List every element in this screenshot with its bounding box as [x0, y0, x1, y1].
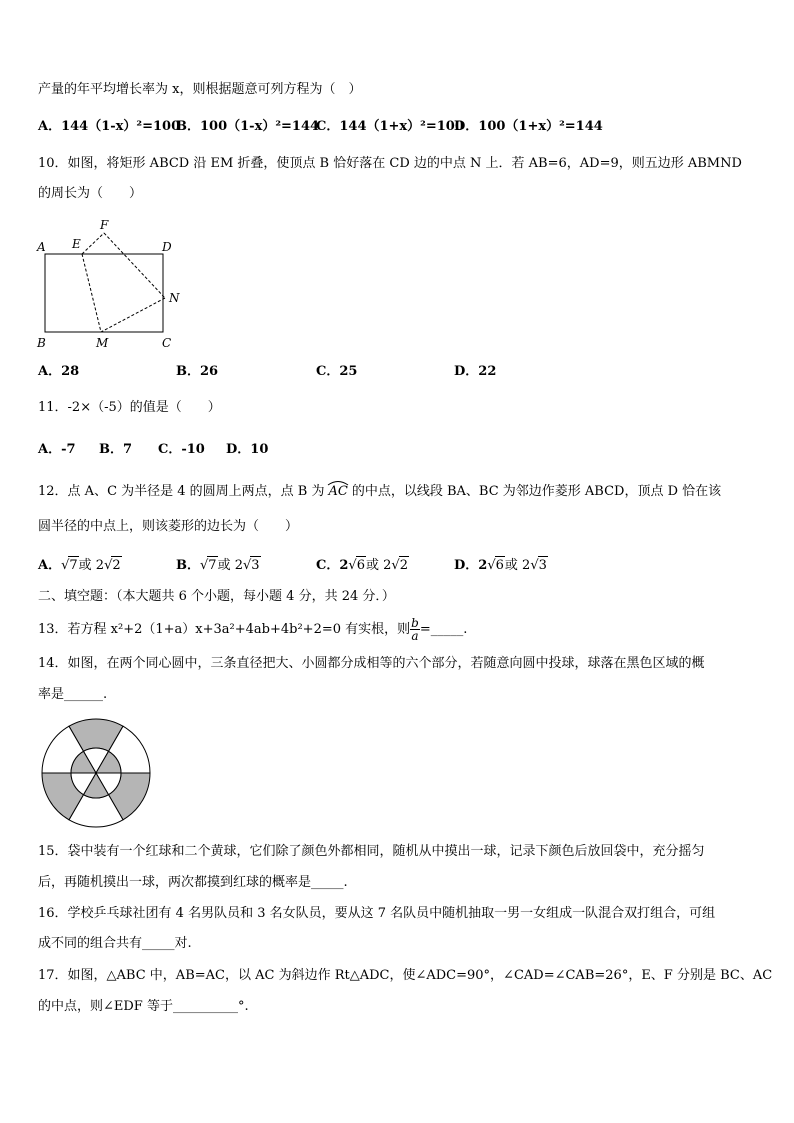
q15-stem-line1: 15．袋中装有一个红球和二个黄球，它们除了颜色外都相同，随机从中摸出一球，记录下颜色后放回袋中，充分摇匀 [38, 844, 705, 859]
q14-stem-line2: 率是______. [38, 687, 108, 702]
q11-option-b: B．7 [99, 442, 133, 457]
q10-option-a: A．28 [38, 364, 80, 379]
q12-stem-line2: 圆半径的中点上，则该菱形的边长为（ ） [38, 519, 299, 534]
q12-option-a-radicand1: 7 [69, 558, 78, 573]
q12-option-c-radicand1: 6 [356, 558, 365, 573]
q17-stem-line1: 17．如图，△ABC 中，AB=AC，以 AC 为斜边作 Rt△ADC，使∠ADC=90°，∠CAD=∠CAB=26°，E、F 分别是 BC、AC [38, 968, 773, 983]
q10-figure-rectangle-fold [30, 215, 190, 355]
q12-option-b [176, 556, 261, 575]
arc-symbol [327, 480, 349, 486]
sqrt-icon: √ [61, 558, 70, 573]
q12-option-a [38, 556, 122, 575]
q12-option-a-label: A． [38, 558, 62, 573]
q13-fraction [410, 617, 420, 642]
fold-line-nm [101, 298, 165, 332]
q12-option-d-radicand2: 3 [538, 558, 547, 573]
q10-stem-line2: 的周长为（ ） [38, 186, 143, 201]
arc-ac-label [325, 483, 352, 501]
q12-option-c-radicand2: 2 [399, 558, 408, 573]
q9-stem-tail: 产量的年平均增长率为 x，则根据题意可列方程为（ ） [38, 82, 362, 97]
q12-option-c [316, 556, 409, 575]
label-b: B [37, 336, 46, 350]
q12-option-b-radicand1: 7 [208, 558, 217, 573]
q10-option-b: B．26 [176, 364, 219, 379]
q11-option-d: D．10 [226, 442, 269, 457]
label-d: D [162, 240, 172, 254]
q10-stem-line1: 10．如图，将矩形 ABCD 沿 EM 折叠，使顶点 B 恰好落在 CD 边的中点 N 上．若 AB=6，AD=9，则五边形 ABMND [38, 156, 742, 171]
q12-option-b-radicand2: 3 [251, 558, 260, 573]
q12-option-a-mid: 或 2 [78, 558, 105, 573]
fold-line-em [82, 254, 101, 332]
q14-figure-concentric-circles [36, 716, 156, 830]
q17-stem-line2: 的中点，则∠EDF 等于__________°. [38, 999, 249, 1014]
q15-stem-line2: 后，再随机摸出一球，两次都摸到红球的概率是_____. [38, 875, 348, 890]
sqrt-icon: √ [104, 558, 113, 573]
q13-stem-part-b: =_____. [419, 622, 468, 637]
fold-line-fn [104, 233, 165, 298]
q12-option-c-label: C．2 [316, 558, 349, 573]
q12-option-d-radicand1: 6 [495, 558, 504, 573]
q11-option-c: C．-10 [158, 442, 205, 457]
label-a: A [37, 240, 46, 254]
q12-option-b-mid: 或 2 [217, 558, 243, 573]
q9-option-c: C．144（1+x）²=100 [316, 119, 464, 134]
q12-option-d [454, 556, 548, 575]
sqrt-icon: √ [530, 558, 539, 573]
q12-stem-line1 [38, 483, 721, 501]
sqrt-icon: √ [391, 558, 400, 573]
q10-option-c: C．25 [316, 364, 358, 379]
sqrt-icon: √ [348, 558, 357, 573]
label-e: E [72, 237, 81, 251]
q9-option-b: B．100（1-x）²=144 [176, 119, 320, 134]
label-n: N [169, 291, 180, 305]
q12-stem-part-a: 12．点 A、C 为半径是 4 的圆周上两点，点 B 为 [38, 484, 325, 499]
fold-line-ef [82, 233, 104, 254]
q13-stem-part-a: 13．若方程 x²+2（1+a）x+3a²+4ab+4b²+2=0 有实根，则 [38, 622, 411, 637]
q12-option-b-label: B． [176, 558, 200, 573]
label-c: C [162, 336, 172, 350]
label-m: M [96, 336, 109, 350]
section-2-title: 二、填空题：（本大题共 6 个小题，每小题 4 分，共 24 分．） [38, 589, 395, 604]
q12-stem-part-b: 的中点，以线段 BA、BC 为邻边作菱形 ABCD，顶点 D 恰在该 [351, 484, 722, 499]
q10-option-d: D．22 [454, 364, 497, 379]
q13-stem [38, 615, 467, 645]
q14-stem-line1: 14．如图，在两个同心圆中，三条直径把大、小圆都分成相等的六个部分，若随意向圆中投球，球落在黑色区域的概 [38, 656, 705, 671]
concentric-circle-sectors [42, 719, 150, 827]
arc-label-text: AC [328, 484, 348, 499]
q12-option-d-label: D．2 [454, 558, 488, 573]
q9-option-d: D．100（1+x）²=144 [454, 119, 603, 134]
q16-stem-line2: 成不同的组合共有_____对. [38, 936, 192, 951]
q12-option-a-radicand2: 2 [112, 558, 121, 573]
q12-option-c-mid: 或 2 [365, 558, 392, 573]
rectangle-abcd [45, 254, 163, 332]
q12-option-d-mid: 或 2 [504, 558, 531, 573]
sqrt-icon: √ [242, 558, 252, 573]
q16-stem-line1: 16．学校乒乓球社团有 4 名男队员和 3 名女队员，要从这 7 名队员中随机抽取一男一女组成一队混合双打组合，可组 [38, 906, 716, 921]
sqrt-icon: √ [487, 558, 496, 573]
q13-fraction-denominator: a [411, 629, 419, 643]
q11-stem: 11．-2×（-5）的值是（ ） [38, 400, 221, 415]
q13-fraction-numerator: b [411, 616, 419, 630]
q11-option-a: A．-7 [38, 442, 76, 457]
sqrt-icon: √ [200, 558, 209, 573]
label-f: F [100, 218, 109, 232]
q9-option-a: A．144（1-x）²=100 [38, 119, 181, 134]
